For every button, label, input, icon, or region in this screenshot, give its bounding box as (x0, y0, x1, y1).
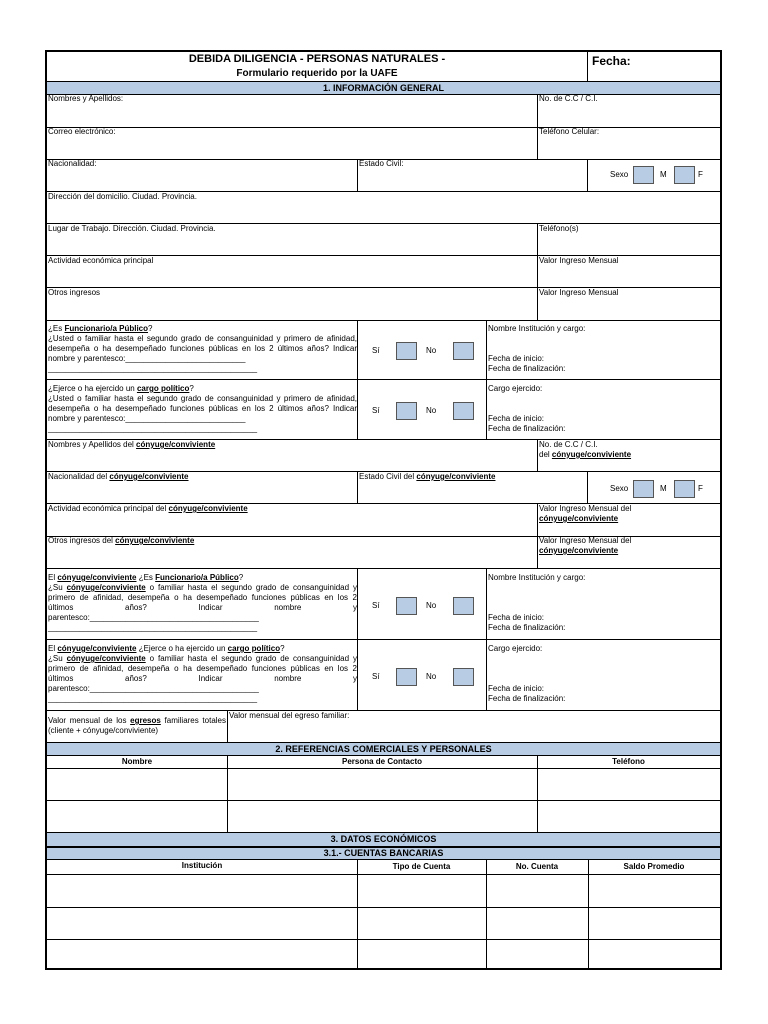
names-label: Nombres y Apellidos: (48, 94, 124, 103)
bank-row-2[interactable] (47, 908, 720, 939)
monthly-income2-label: Valor Ingreso Mensual (539, 288, 619, 297)
cell-label: Teléfono Celular: (539, 127, 600, 136)
spouse-public-servant-question: El cónyuge/conviviente ¿Es Funcionario/a Público? ¿Su cónyuge/conviviente o familiar hasta el segundo grado de consanguinidad y primero de afinidad, desempeña o ha desempeñado funciones públicas en los 2 últimos años? Indicar nombre y parentesco:______________________________________ _______________________________________________ (48, 573, 357, 632)
phones-label: Teléfono(s) (539, 224, 579, 233)
spouse-sex-m-checkbox[interactable] (633, 480, 654, 498)
section1-header: 1. INFORMACIÓN GENERAL (47, 81, 720, 95)
q2-no-label: No (426, 406, 437, 415)
bank-col-institution: Institución (181, 861, 223, 870)
spouse-income2-label: Valor Ingreso Mensual del cónyuge/conviviente (539, 536, 632, 555)
q1-start-date-label: Fecha de inicio: (488, 354, 545, 363)
spouse-q2-no-checkbox[interactable] (453, 668, 474, 686)
work-place-label: Lugar de Trabajo. Dirección. Ciudad. Provincia. (48, 224, 216, 233)
ref-col-contact: Persona de Contacto (341, 757, 422, 766)
email-label: Correo electrónico: (48, 127, 116, 136)
spouse-nationality-label: Nacionalidad del cónyuge/conviviente (48, 472, 189, 481)
section2-header: 2. REFERENCIAS COMERCIALES Y PERSONALES (47, 742, 720, 756)
activity-label: Actividad económica principal (48, 256, 154, 265)
form-title: DEBIDA DILIGENCIA - PERSONAS NATURALES - (188, 53, 446, 65)
spouse-q2-no-label: No (426, 672, 437, 681)
bank-row-3[interactable] (47, 940, 720, 968)
sex-label: Sexo (610, 170, 629, 179)
q1-institution-label: Nombre Institución y cargo: (488, 324, 586, 333)
family-expenses-label: Valor mensual de los egresos familiares totales (cliente + cónyuge/conviviente) (48, 716, 226, 735)
ref-row-2[interactable] (47, 801, 720, 832)
bank-col-account-no: No. Cuenta (515, 862, 559, 871)
address-label: Dirección del domicilio. Ciudad. Provincia. (48, 192, 197, 201)
q2-end-date-label: Fecha de finalización: (488, 424, 566, 433)
q2-cargo-label: Cargo ejercido: (488, 384, 543, 393)
spouse-sex-f-checkbox[interactable] (674, 480, 695, 498)
spouse-names-label: Nombres y Apellidos del cónyuge/conviviente (48, 440, 216, 449)
q2-yes-label: Sí (372, 406, 380, 415)
spouse-q1-no-checkbox[interactable] (453, 597, 474, 615)
bank-row-1[interactable] (47, 875, 720, 907)
sex-f-checkbox[interactable] (674, 166, 695, 184)
spouse-q2-yes-checkbox[interactable] (396, 668, 417, 686)
political-office-question: ¿Ejerce o ha ejercido un cargo político? ¿Usted o familiar hasta el segundo grado de consanguinidad y primero de afinidad, desempeña o ha desempeñado funciones públicas en los 2 últimos años? Indicar nombre y parentesco:___________________________ _______________________________________________ (48, 384, 357, 433)
q1-end-date-label: Fecha de finalización: (488, 364, 566, 373)
form-subtitle: Formulario requerido por la UAFE (236, 68, 398, 79)
id-label: No. de C.C / C.I. (539, 94, 598, 103)
q2-start-date-label: Fecha de inicio: (488, 414, 545, 423)
q1-yes-label: Sí (372, 346, 380, 355)
bank-col-avg-balance: Saldo Promedio (623, 862, 685, 871)
spouse-political-office-question: El cónyuge/conviviente ¿Ejerce o ha ejercido un cargo político? ¿Su cónyuge/conviviente o familiar hasta el segundo grado de consanguinidad y primero de afinidad, desempeña o ha desempeñado funciones públicas en los 2 últimos años? Indicar nombre y parentesco:______________________________________ _______________________________________________ (48, 644, 357, 703)
spouse-q1-yes-label: Sí (372, 601, 380, 610)
sex-m-label: M (660, 170, 667, 179)
spouse-q1-no-label: No (426, 601, 437, 610)
sex-m-checkbox[interactable] (633, 166, 654, 184)
ref-col-name: Nombre (121, 757, 153, 766)
spouse-q2-start-date-label: Fecha de inicio: (488, 684, 545, 693)
spouse-q1-start-date-label: Fecha de inicio: (488, 613, 545, 622)
spouse-q1-institution-label: Nombre Institución y cargo: (488, 573, 586, 582)
spouse-sex-m-label: M (660, 484, 667, 493)
spouse-income-label: Valor Ingreso Mensual del cónyuge/conviviente (539, 504, 632, 523)
spouse-activity-label: Actividad económica principal del cónyuge/conviviente (48, 504, 248, 513)
spouse-q1-yes-checkbox[interactable] (396, 597, 417, 615)
date-label: Fecha: (592, 54, 631, 68)
spouse-q2-yes-label: Sí (372, 672, 380, 681)
monthly-income-label: Valor Ingreso Mensual (539, 256, 619, 265)
other-income-label: Otros ingresos (48, 288, 101, 297)
nationality-label: Nacionalidad: (48, 159, 97, 168)
q2-no-checkbox[interactable] (453, 402, 474, 420)
date-field[interactable] (647, 54, 717, 76)
family-expense-value-label: Valor mensual del egreso familiar: (229, 711, 350, 720)
spouse-civil-status-label: Estado Civil del cónyuge/conviviente (359, 472, 496, 481)
q2-yes-checkbox[interactable] (396, 402, 417, 420)
due-diligence-form (45, 50, 722, 970)
ref-col-phone: Teléfono (612, 757, 645, 766)
section3-header: 3. DATOS ECONÓMICOS (47, 832, 720, 847)
spouse-q1-end-date-label: Fecha de finalización: (488, 623, 566, 632)
sex-f-label: F (698, 170, 703, 179)
ref-row-1[interactable] (47, 769, 720, 800)
bank-col-account-type: Tipo de Cuenta (392, 862, 451, 871)
spouse-id-label: No. de C.C / C.I. del cónyuge/conviviente (539, 440, 632, 459)
spouse-sex-label: Sexo (610, 484, 629, 493)
spouse-sex-f-label: F (698, 484, 703, 493)
spouse-other-income-label: Otros ingresos del cónyuge/conviviente (48, 536, 195, 545)
spouse-q2-cargo-label: Cargo ejercido: (488, 644, 543, 653)
q1-no-label: No (426, 346, 437, 355)
q1-no-checkbox[interactable] (453, 342, 474, 360)
bank-accounts-header: 3.1.- CUENTAS BANCARIAS (47, 847, 720, 860)
civil-status-label: Estado Civil: (359, 159, 404, 168)
public-servant-question: ¿Es Funcionario/a Público? ¿Usted o familiar hasta el segundo grado de consanguinidad y primero de afinidad, desempeña o ha desempeñado funciones públicas en los 2 últimos años? Indicar nombre y parentesco:___________________________ _______________________________________________ (48, 324, 357, 373)
q1-yes-checkbox[interactable] (396, 342, 417, 360)
spouse-q2-end-date-label: Fecha de finalización: (488, 694, 566, 703)
